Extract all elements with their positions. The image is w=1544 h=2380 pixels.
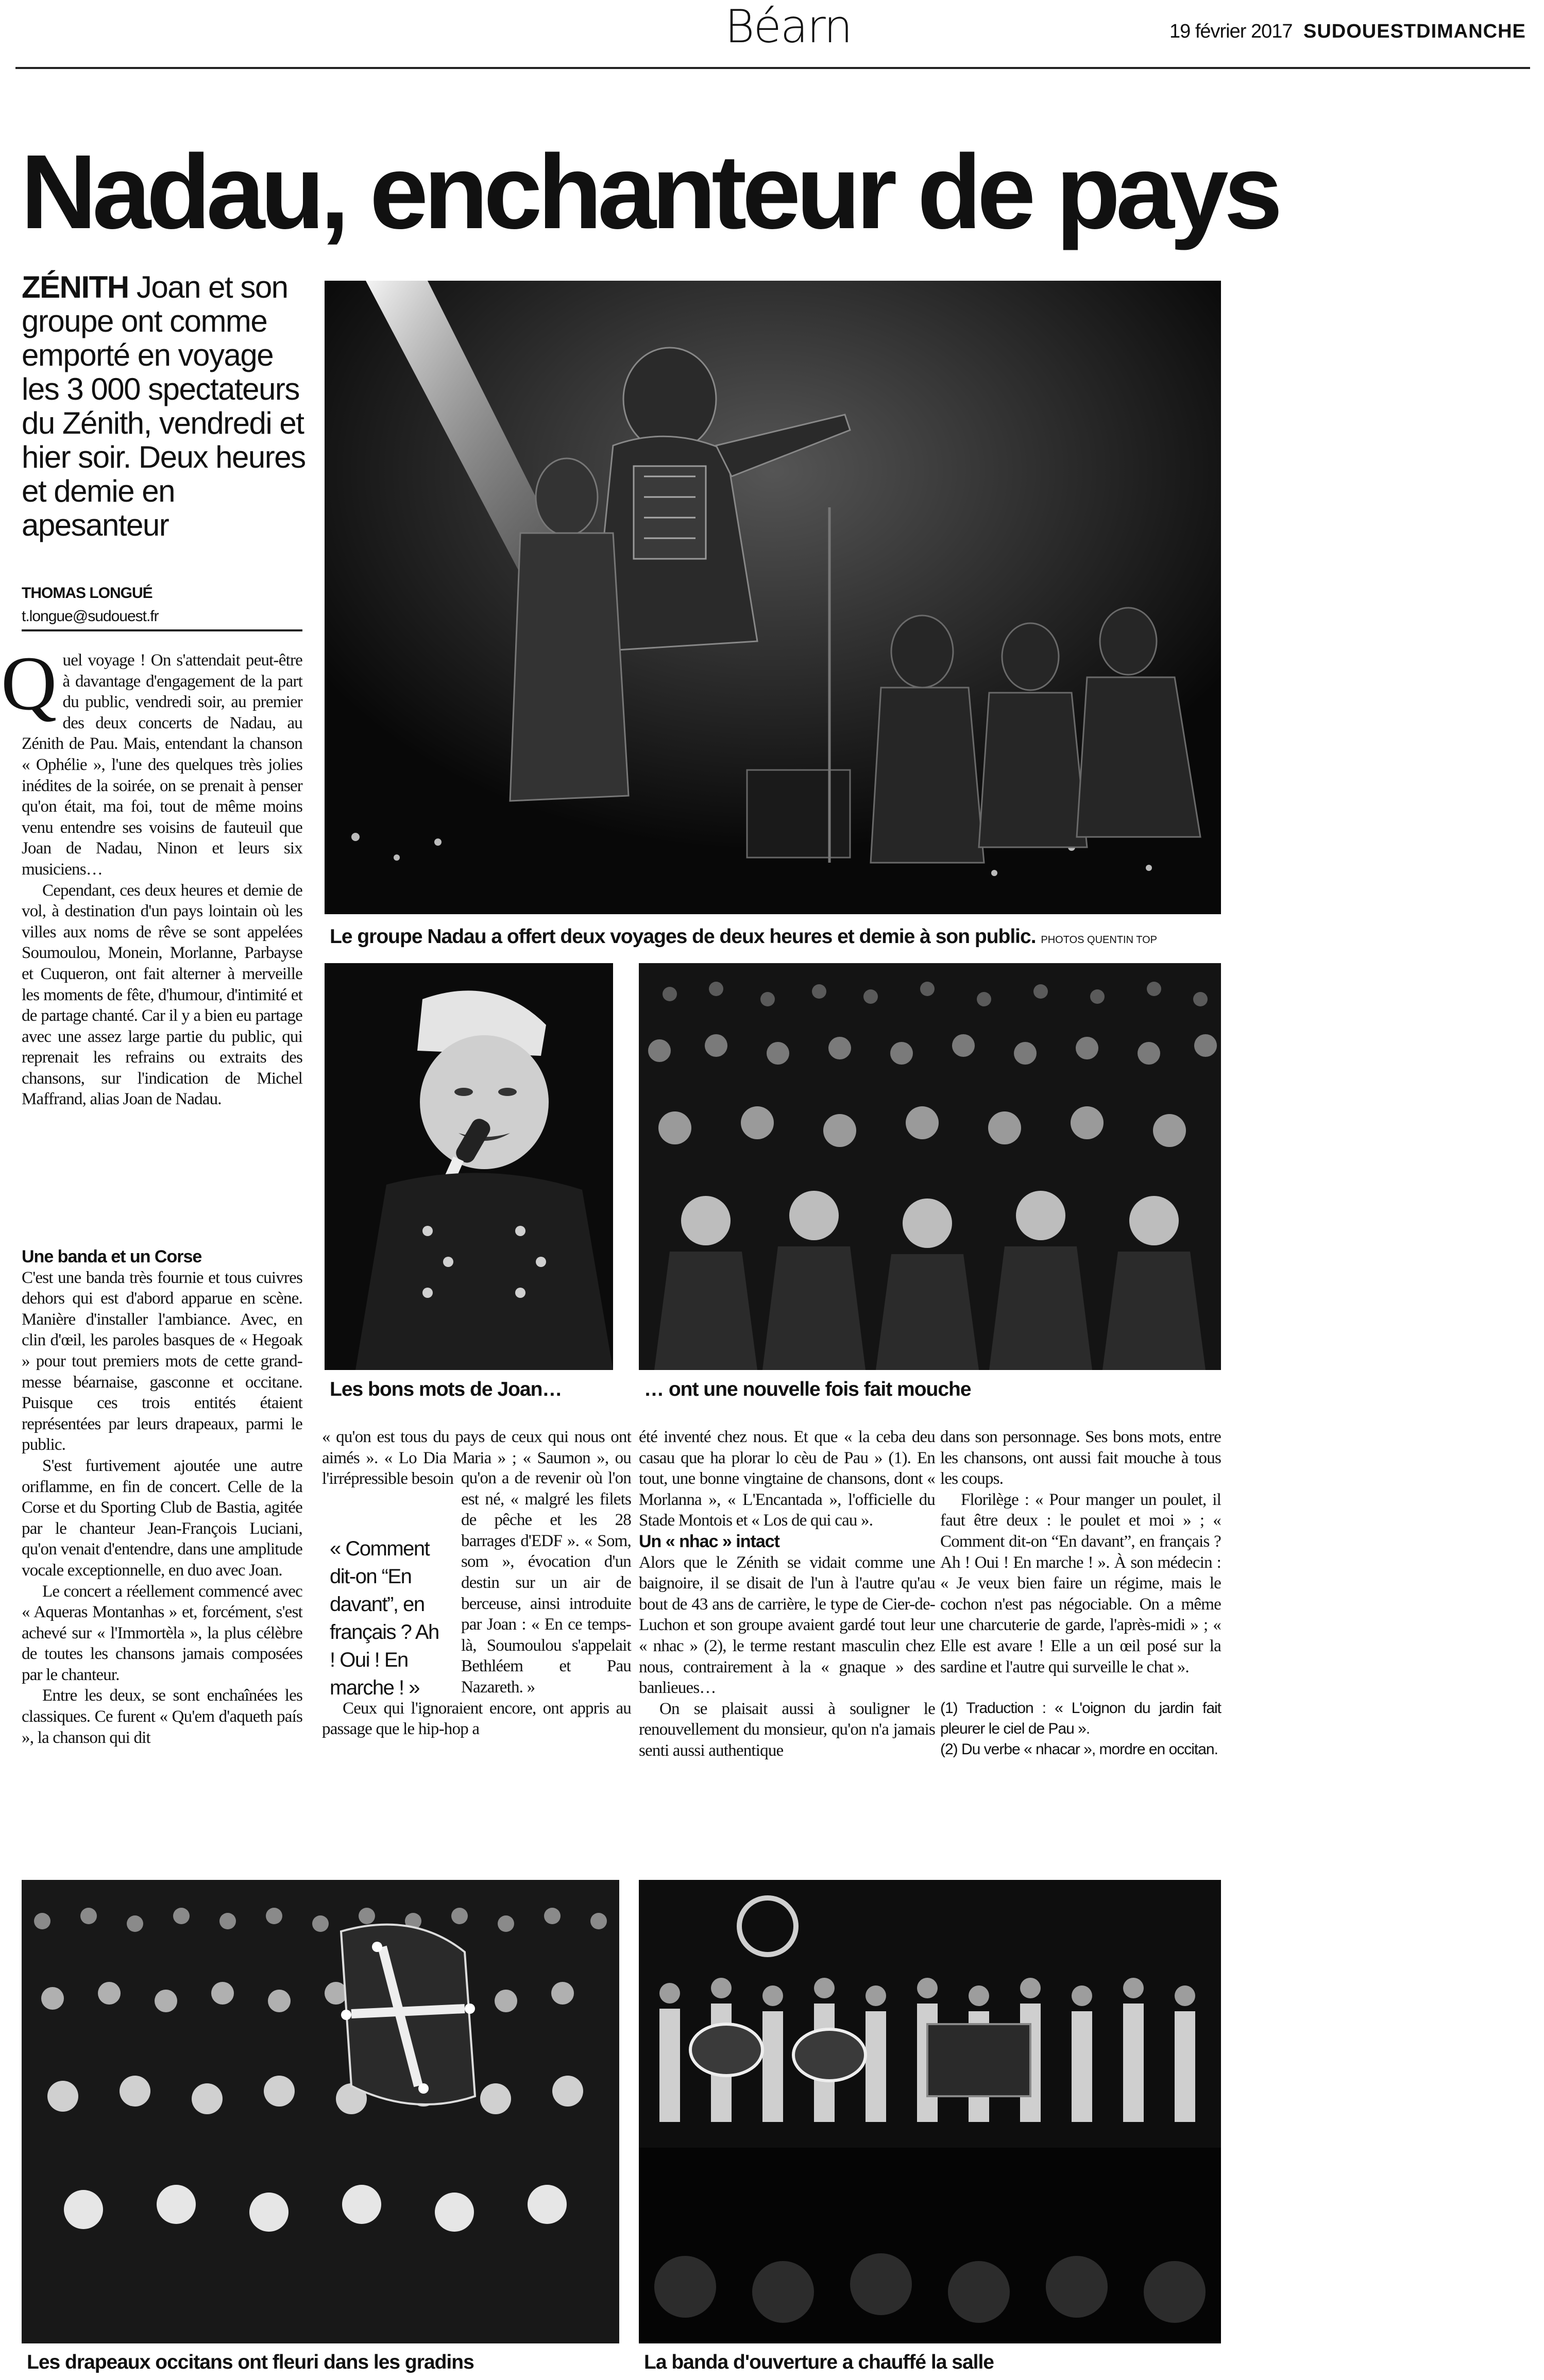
footnote-2: (2) Du verbe « nhacar », mordre en occitan.: [940, 1741, 1218, 1758]
section-title: Béarn: [724, 0, 852, 53]
audience-photo: [639, 963, 1221, 1370]
paragraph-13: Florilège : « Pour manger un poulet, il faut être deux : le poulet et moi » ; « Comment dit-on “En davant”, en français ? Ah ! Oui ! En marche ! ». À son médecin : « Je veux bien faire un régime, mais le cochon n'est pas négociable. On a même une charcuterie de garde, l'après-midi » ; « Elle est avare ! Elle a un œil posé sur la sardine et l'autre qui surveille le chat ».: [940, 1490, 1221, 1676]
audience-photo-caption: … ont une nouvelle fois fait mouche: [644, 1378, 971, 1400]
article-column-1-bottom: [22, 1246, 302, 1748]
paragraph-4: S'est furtivement ajoutée une autre oriflamme, en fin de concert. Celle de la Corse et du Sporting Club de Bastia, agitée par le chanteur Jean-François Luciani, qu'on venait d'entendre, dans une amplitude vocale exceptionnelle, en duo avec Joan.: [22, 1456, 302, 1580]
paragraph-2: Cependant, ces deux heures et demie de vol, à destination d'un pays lointain où les villes aux noms de rêve se sont appelées Soumoulou, Monein, Morlanne, Parbayse et Cuqueron, ont fait alterner à merveille les moments de fête, d'humour, d'intimité et de partage chanté. Car il y a bien eu partage avec une assez large partie du public, qui reprenait les refrains ou extraits des chansons, sur l'indication de Michel Maffrand, alias Joan de Nadau.: [22, 881, 302, 1109]
subhead-banda: Une banda et un Corse: [22, 1247, 202, 1266]
flags-illustration: [22, 1880, 619, 2343]
article-column-4: [940, 1427, 1221, 1760]
banda-illustration: [639, 1880, 1221, 2343]
header-rule: [15, 67, 1530, 69]
photo-credit: PHOTOS QUENTIN TOP: [1041, 934, 1157, 946]
article-column-3: [639, 1427, 935, 1761]
standfirst: [22, 270, 310, 542]
paragraph-6: Entre les deux, se sont enchaînées les classiques. Ce furent « Qu'em d'aqueth país », la chanson qui dit: [22, 1686, 302, 1747]
byline-author: THOMAS LONGUÉ: [22, 585, 152, 602]
paragraph-5: Le concert a réellement commencé avec « Aqueras Montanhas » et, forcément, s'est achevé sur « l'Immortèla », la plus célèbre de toutes les chansons jamais composées par le chanteur.: [22, 1582, 302, 1684]
paragraph-11: On se plaisait aussi à souligner le renouvellement du monsieur, qu'on n'a jamais senti aussi authentique: [639, 1699, 935, 1760]
paragraph-9: été inventé chez nous. Et que « la ceba deu casau que ha plorar lo cèu de Pau » (1). En tout, une bonne vingtaine de chansons, dont « Morlanna », « L'Encantada », l'officielle du Stade Montois et « Los de qui cau ».: [639, 1428, 935, 1530]
main-concert-photo: [325, 281, 1221, 914]
banda-photo-caption: La banda d'ouverture a chauffé la salle: [644, 2351, 994, 2373]
article-column-1-top: [1, 641, 302, 1110]
pull-quote: « Comment dit-on “En davant”, en français ? Ah ! Oui ! En marche ! »: [330, 1537, 439, 1699]
subhead-nhac: Un « nhac » intact: [639, 1531, 779, 1551]
issue-date: 19 février 2017: [1169, 21, 1293, 42]
singer-photo-caption: Les bons mots de Joan…: [330, 1378, 562, 1400]
byline-email[interactable]: t.longue@sudouest.fr: [22, 608, 159, 625]
audience-illustration: [639, 963, 1221, 1370]
singer-closeup-illustration: [325, 963, 613, 1370]
banda-photo: [639, 1880, 1221, 2343]
paragraph-3: C'est une banda très fournie et tous cuivres dehors qui est d'abord apparue en scène. Manière d'installer l'ambiance. Avec, en clin d'œil, les paroles basques de « Hegoak » pour tout premiers mots de cette grand-messe béarnaise, gasconne et occitane. Puisque ces trois entités étaient représentées par leurs drapeaux, parmi le public.: [22, 1268, 302, 1454]
kicker: ZÉNITH: [22, 270, 129, 304]
paragraph-10: Alors que le Zénith se vidait comme une baignoire, il se disait de l'un à l'autre qu'au bout de 43 ans de carrière, le type de Cier-de-Luchon et son groupe avaient gardé tout leur « nhac » (2), le terme restant masculin chez nous, contrairement à la « gnaque » des banlieues…: [639, 1553, 935, 1698]
paragraph-8: Ceux qui l'ignoraient encore, ont appris au passage que le hip-hop a: [322, 1699, 631, 1739]
dropcap: Q: [1, 641, 57, 726]
standfirst-text: Joan et son groupe ont comme emporté en voyage les 3 000 spectateurs du Zénith, vendredi et hier soir. Deux heures et demie en apesanteur: [22, 270, 306, 542]
paragraph-1: Quel voyage ! On s'attendait peut-être à davantage d'engagement de la part du public, vendredi soir, au premier des deux concerts de Nadau, au Zénith de Pau. Mais, entendant la chanson « Ophélie », l'une des quelques très jolies inédites de la soirée, on se prenait à penser qu'on était, ma foi, tout de même moins venu entendre ses voisins de fauteuil que Joan de Nadau, Ninon et leurs six musiciens…: [1, 641, 302, 879]
byline-rule: [22, 629, 302, 631]
paragraph-7a: « qu'on est tous du pays de ceux qui nous ont aimés ». « Lo Dia Maria » ; « Saumon », ou l'irrépressible besoin: [322, 1428, 631, 1488]
masthead: SUDOUESTDIMANCHE: [1303, 21, 1526, 42]
paragraph-12: dans son personnage. Ses bons mots, entre les chansons, ont aussi fait mouche à tous les coups.: [940, 1428, 1221, 1488]
paragraph-7b: qu'on a de revenir où l'on est né, « malgré les filets de pêche et les 28 barrages d'EDF ». « Som, som », évocation d'un destin sur un air de berceuse, ainsi introduite par Joan : « En ce temps-là, Soumoulou s'appelait Bethléem et Pau Nazareth. »: [461, 1469, 631, 1697]
singer-closeup-photo: [325, 963, 613, 1370]
flags-photo: [22, 1880, 619, 2343]
footnote-1: (1) Traduction : « L'oignon du jardin fait pleurer le ciel de Pau ».: [940, 1700, 1221, 1738]
headline: Nadau, enchanteur de pays: [21, 133, 1278, 251]
flags-photo-caption: Les drapeaux occitans ont fleuri dans les gradins: [27, 2351, 474, 2373]
main-concert-illustration: [325, 281, 1221, 914]
main-photo-caption: Le groupe Nadau a offert deux voyages de deux heures et demie à son public. PHOTOS QUENTIN TOP: [330, 926, 1157, 948]
